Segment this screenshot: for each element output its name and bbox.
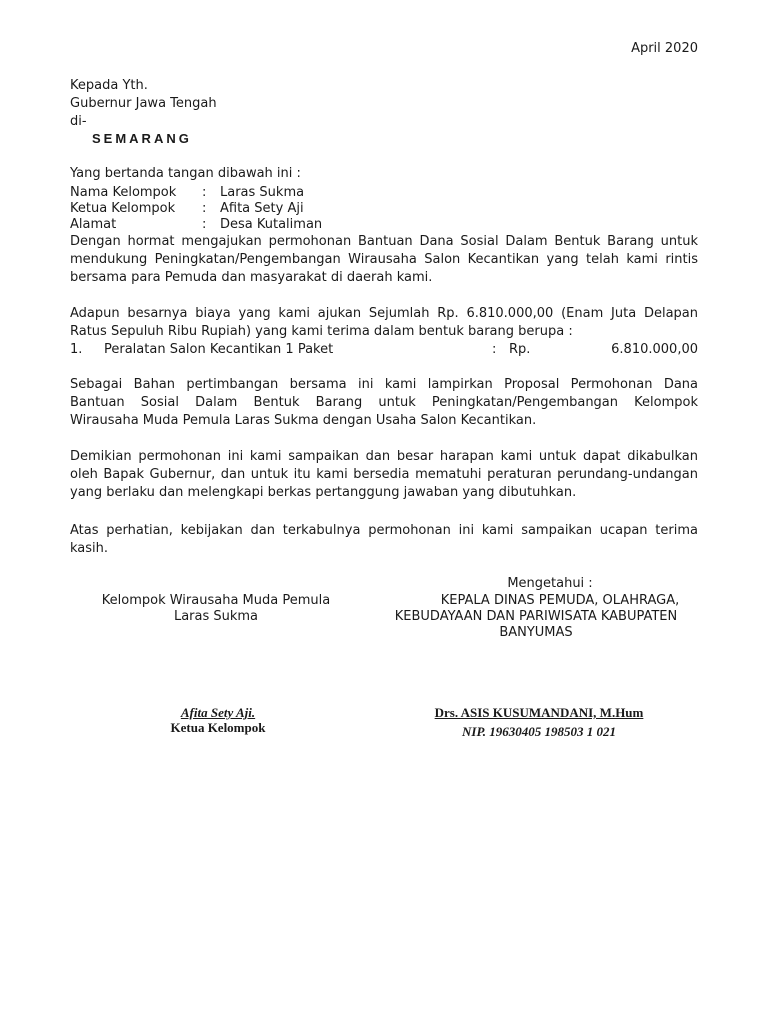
paragraph-line: mendukung Peningkatan/Pengembangan Wirausaha Salon Kecantikan yang telah kami rintis [70, 252, 698, 267]
paragraph-line: kasih. [70, 541, 109, 556]
paragraph-line: Wirausaha Muda Pemula Laras Sukma dengan Usaha Salon Kecantikan. [70, 413, 537, 428]
paragraph-line: Demikian permohonan ini kami sampaikan dan besar harapan kami untuk dapat dikabulkan [70, 449, 698, 464]
identity-label: Ketua Kelompok [70, 201, 176, 216]
identity-separator: : [202, 217, 207, 232]
paragraph-line: Ratus Sepuluh Ribu Rupiah) yang kami terima dalam bentuk barang berupa : [70, 324, 573, 339]
item-name: Peralatan Salon Kecantikan 1 Paket [104, 342, 334, 357]
identity-value: Laras Sukma [220, 185, 305, 200]
paragraph-line: Bantuan Sosial Dalam Bentuk Barang untuk Peningkatan/Pengembangan Kelompok [70, 395, 698, 410]
group-name-line: Laras Sukma [173, 609, 259, 624]
item-number: 1. [70, 342, 83, 357]
paragraph-line: yang berlaku dan melengkapi berkas pertanggung jawaban yang dibutuhkan. [70, 485, 577, 500]
paragraph-line: Sebagai Bahan pertimbangan bersama ini kami lampirkan Proposal Permohonan Dana [70, 377, 698, 392]
signatory-name-right: Drs. ASIS KUSUMANDANI, M.Hum [434, 705, 644, 720]
group-name-line: Kelompok Wirausaha Muda Pemula [101, 593, 331, 608]
item-amount: 6.810.000,00 [611, 342, 698, 357]
paragraph-line: oleh Bapak Gubernur, dan untuk itu kami bersedia mematuhi peraturan perundang-undangan [70, 467, 698, 482]
item-currency: Rp. [509, 342, 531, 357]
paragraph-line: Dengan hormat mengajukan permohonan Bantuan Dana Sosial Dalam Bentuk Barang untuk [70, 234, 698, 249]
item-separator: : [492, 342, 497, 357]
signatory-name-left: Afita Sety Aji. [180, 705, 256, 720]
office-title-line: BANYUMAS [499, 625, 573, 640]
identity-value: Desa Kutaliman [220, 217, 323, 232]
acknowledged-heading: Mengetahui : [507, 576, 593, 591]
paragraph-line: bersama para Pemuda dan masyarakat di daerah kami. [70, 270, 433, 285]
letter-date: April 2020 [631, 41, 698, 56]
identity-separator: : [202, 185, 207, 200]
office-title-line: KEPALA DINAS PEMUDA, OLAHRAGA, [440, 593, 680, 608]
intro-text: Yang bertanda tangan dibawah ini : [70, 166, 301, 181]
paragraph-line: Adapun besarnya biaya yang kami ajukan Sejumlah Rp. 6.810.000,00 (Enam Juta Delapan [70, 306, 698, 321]
identity-separator: : [202, 201, 207, 216]
recipient-name: Gubernur Jawa Tengah [70, 96, 217, 111]
signatory-title-left: Ketua Kelompok [170, 720, 266, 735]
recipient-city: SEMARANG [92, 131, 192, 146]
identity-label: Nama Kelompok [70, 185, 177, 200]
paragraph-line: Atas perhatian, kebijakan dan terkabulnya permohonan ini kami sampaikan ucapan terima [70, 523, 698, 538]
office-title-line: KEBUDAYAAN DAN PARIWISATA KABUPATEN [394, 609, 678, 624]
recipient-salutation: Kepada Yth. [70, 78, 148, 93]
identity-value: Afita Sety Aji [220, 201, 304, 216]
identity-label: Alamat [70, 217, 117, 232]
signatory-nip-right: NIP. 19630405 198503 1 021 [462, 724, 616, 739]
recipient-location-prefix: di- [70, 114, 87, 129]
